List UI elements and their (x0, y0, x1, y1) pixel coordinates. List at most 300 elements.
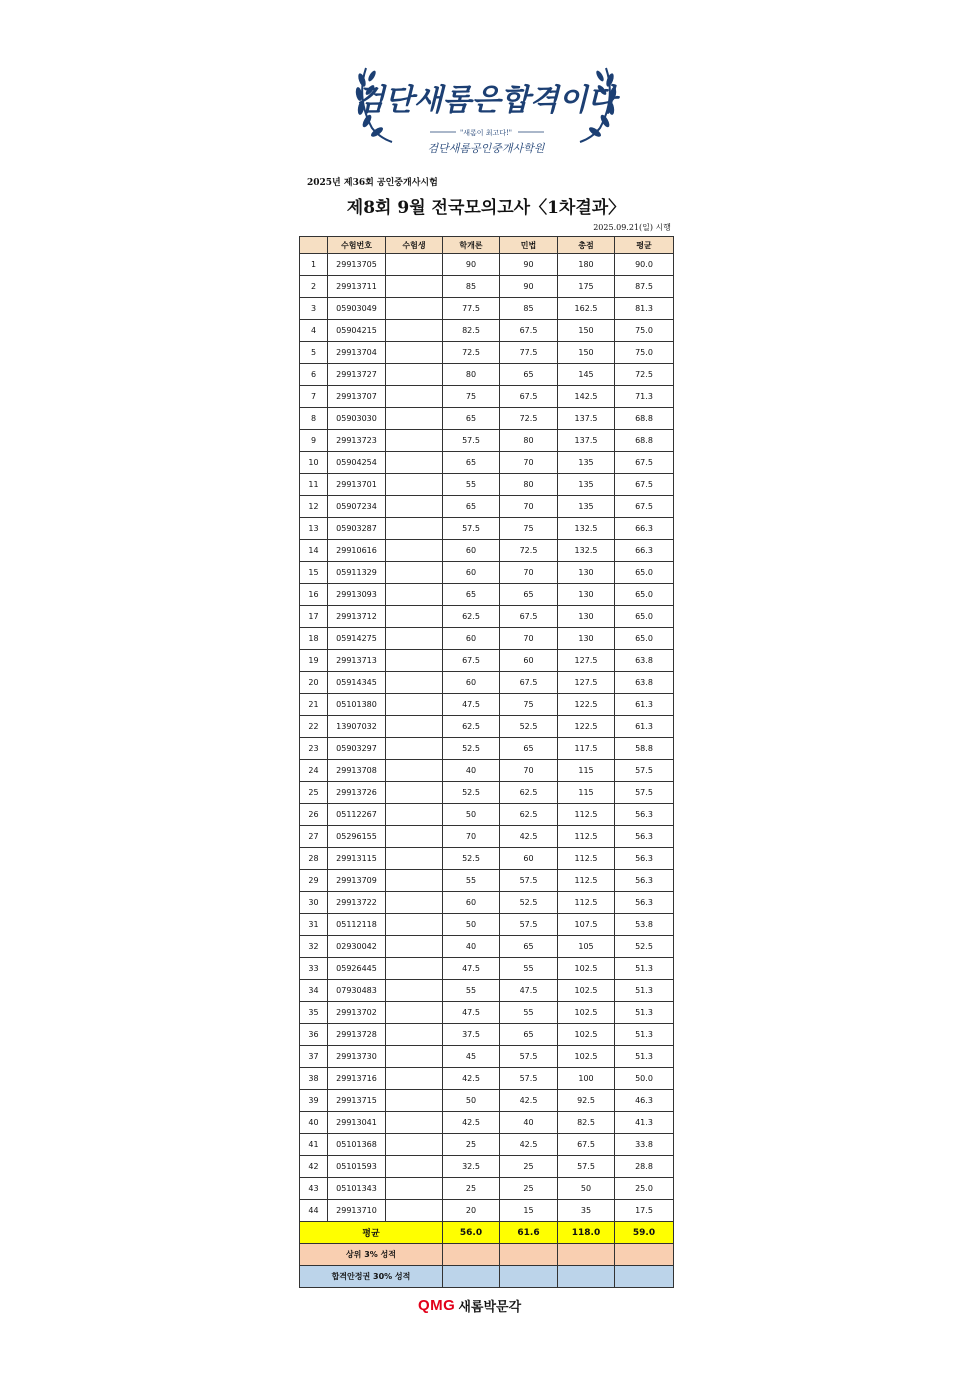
examinee-cell (386, 562, 443, 584)
civil-score-cell: 57.5 (500, 870, 558, 892)
header-civil-law: 민법 (500, 237, 558, 254)
top3-civil (500, 1244, 558, 1266)
total-score-cell: 35 (558, 1200, 615, 1222)
total-score-cell: 102.5 (558, 1024, 615, 1046)
publisher-name: 새롬박문각 (458, 1300, 522, 1315)
civil-score-cell: 72.5 (500, 408, 558, 430)
civil-score-cell: 52.5 (500, 716, 558, 738)
examinee-cell (386, 958, 443, 980)
civil-score-cell: 72.5 (500, 540, 558, 562)
average-score-cell: 63.8 (615, 650, 674, 672)
exam-number-cell: 05101593 (328, 1156, 386, 1178)
total-score-cell: 150 (558, 320, 615, 342)
exam-number-cell: 29913713 (328, 650, 386, 672)
table-row (300, 1024, 674, 1046)
examinee-cell (386, 430, 443, 452)
examinee-cell (386, 584, 443, 606)
exam-number-cell: 05296155 (328, 826, 386, 848)
total-score-cell: 162.5 (558, 298, 615, 320)
civil-score-cell: 67.5 (500, 320, 558, 342)
intro-score-cell: 60 (443, 892, 500, 914)
total-score-cell: 112.5 (558, 848, 615, 870)
table-row (300, 452, 674, 474)
examinee-cell (386, 254, 443, 276)
exam-number-cell: 05904215 (328, 320, 386, 342)
examinee-cell (386, 342, 443, 364)
civil-score-cell: 62.5 (500, 782, 558, 804)
academy-logo (352, 58, 620, 170)
intro-score-cell: 65 (443, 452, 500, 474)
table-row (300, 584, 674, 606)
table-row (300, 1156, 674, 1178)
total-score-cell: 107.5 (558, 914, 615, 936)
table-row (300, 606, 674, 628)
intro-score-cell: 55 (443, 980, 500, 1002)
total-score-cell: 115 (558, 760, 615, 782)
header-average: 평균 (615, 237, 674, 254)
average-score-cell: 72.5 (615, 364, 674, 386)
table-row (300, 364, 674, 386)
total-score-cell: 135 (558, 452, 615, 474)
intro-score-cell: 52.5 (443, 848, 500, 870)
examinee-cell (386, 474, 443, 496)
total-score-cell: 112.5 (558, 804, 615, 826)
civil-score-cell: 42.5 (500, 1090, 558, 1112)
exam-number-cell: 05903287 (328, 518, 386, 540)
rank-cell: 34 (300, 980, 328, 1002)
rank-cell: 40 (300, 1112, 328, 1134)
table-row (300, 298, 674, 320)
intro-score-cell: 50 (443, 804, 500, 826)
table-row (300, 804, 674, 826)
average-score-cell: 65.0 (615, 628, 674, 650)
table-row (300, 650, 674, 672)
logo-signature: 검단새롬공인중개사학원 (427, 142, 545, 155)
average-score-cell: 66.3 (615, 540, 674, 562)
header-total: 총점 (558, 237, 615, 254)
exam-name: 2025년 제36회 공인중개사시험 (307, 178, 438, 188)
total-score-cell: 130 (558, 628, 615, 650)
average-score-cell: 53.8 (615, 914, 674, 936)
examinee-cell (386, 518, 443, 540)
rank-cell: 28 (300, 848, 328, 870)
intro-score-cell: 85 (443, 276, 500, 298)
average-score-cell: 87.5 (615, 276, 674, 298)
exam-number-cell: 29913702 (328, 1002, 386, 1024)
examinee-cell (386, 738, 443, 760)
examinee-cell (386, 980, 443, 1002)
exam-number-cell: 29913701 (328, 474, 386, 496)
average-score-cell: 67.5 (615, 452, 674, 474)
average-intro: 56.0 (443, 1222, 500, 1244)
total-score-cell: 130 (558, 584, 615, 606)
average-score-cell: 67.5 (615, 496, 674, 518)
total-score-cell: 82.5 (558, 1112, 615, 1134)
exam-number-cell: 05903030 (328, 408, 386, 430)
rank-cell: 12 (300, 496, 328, 518)
average-civil: 61.6 (500, 1222, 558, 1244)
examinee-cell (386, 298, 443, 320)
table-row (300, 870, 674, 892)
examinee-cell (386, 606, 443, 628)
header-examinee: 수험생 (386, 237, 443, 254)
rank-cell: 32 (300, 936, 328, 958)
total-score-cell: 142.5 (558, 386, 615, 408)
civil-score-cell: 55 (500, 1002, 558, 1024)
total-score-cell: 127.5 (558, 672, 615, 694)
total-score-cell: 132.5 (558, 540, 615, 562)
rank-cell: 16 (300, 584, 328, 606)
safe30-row (300, 1266, 674, 1288)
civil-score-cell: 80 (500, 474, 558, 496)
table-row (300, 738, 674, 760)
civil-score-cell: 60 (500, 650, 558, 672)
safe30-civil (500, 1266, 558, 1288)
exam-number-cell: 07930483 (328, 980, 386, 1002)
rank-cell: 29 (300, 870, 328, 892)
average-score-cell: 67.5 (615, 474, 674, 496)
examinee-cell (386, 320, 443, 342)
intro-score-cell: 60 (443, 540, 500, 562)
civil-score-cell: 57.5 (500, 1068, 558, 1090)
average-score-cell: 63.8 (615, 672, 674, 694)
civil-score-cell: 57.5 (500, 914, 558, 936)
intro-score-cell: 25 (443, 1178, 500, 1200)
average-score-cell: 56.3 (615, 870, 674, 892)
intro-score-cell: 60 (443, 628, 500, 650)
average-score-cell: 71.3 (615, 386, 674, 408)
civil-score-cell: 25 (500, 1178, 558, 1200)
civil-score-cell: 65 (500, 1024, 558, 1046)
average-score-cell: 51.3 (615, 1046, 674, 1068)
average-score-cell: 52.5 (615, 936, 674, 958)
rank-cell: 14 (300, 540, 328, 562)
exam-number-cell: 05911329 (328, 562, 386, 584)
intro-score-cell: 45 (443, 1046, 500, 1068)
logo-slogan: "새롬이 최고다!" (459, 129, 513, 137)
total-score-cell: 112.5 (558, 892, 615, 914)
average-score-cell: 61.3 (615, 716, 674, 738)
average-score-cell: 25.0 (615, 1178, 674, 1200)
examinee-cell (386, 848, 443, 870)
intro-score-cell: 40 (443, 936, 500, 958)
rank-cell: 17 (300, 606, 328, 628)
exam-number-cell: 29913710 (328, 1200, 386, 1222)
examinee-cell (386, 1024, 443, 1046)
intro-score-cell: 62.5 (443, 716, 500, 738)
rank-cell: 9 (300, 430, 328, 452)
safe30-total (558, 1266, 615, 1288)
rank-cell: 21 (300, 694, 328, 716)
top3-row (300, 1244, 674, 1266)
results-table (299, 236, 674, 1288)
table-row (300, 496, 674, 518)
table-row (300, 276, 674, 298)
civil-score-cell: 90 (500, 276, 558, 298)
rank-cell: 8 (300, 408, 328, 430)
total-score-cell: 137.5 (558, 430, 615, 452)
intro-score-cell: 65 (443, 408, 500, 430)
intro-score-cell: 40 (443, 760, 500, 782)
rank-cell: 2 (300, 276, 328, 298)
total-score-cell: 112.5 (558, 826, 615, 848)
top3-mean (615, 1244, 674, 1266)
safe30-label: 합격안정권 30% 성적 (300, 1266, 443, 1288)
rank-cell: 3 (300, 298, 328, 320)
intro-score-cell: 82.5 (443, 320, 500, 342)
exam-number-cell: 29913722 (328, 892, 386, 914)
civil-score-cell: 52.5 (500, 892, 558, 914)
average-score-cell: 51.3 (615, 958, 674, 980)
average-score-cell: 65.0 (615, 606, 674, 628)
table-row (300, 936, 674, 958)
civil-score-cell: 67.5 (500, 606, 558, 628)
qmg-brand: QMG (418, 1297, 456, 1314)
civil-score-cell: 62.5 (500, 804, 558, 826)
rank-cell: 20 (300, 672, 328, 694)
exam-number-cell: 05112118 (328, 914, 386, 936)
table-row (300, 1178, 674, 1200)
exam-number-cell: 29913728 (328, 1024, 386, 1046)
table-row (300, 518, 674, 540)
intro-score-cell: 75 (443, 386, 500, 408)
exam-number-cell: 05907234 (328, 496, 386, 518)
rank-cell: 37 (300, 1046, 328, 1068)
average-score-cell: 58.8 (615, 738, 674, 760)
average-score-cell: 46.3 (615, 1090, 674, 1112)
exam-number-cell: 29913723 (328, 430, 386, 452)
intro-score-cell: 32.5 (443, 1156, 500, 1178)
examinee-cell (386, 408, 443, 430)
table-row (300, 474, 674, 496)
total-score-cell: 117.5 (558, 738, 615, 760)
table-row (300, 1200, 674, 1222)
total-score-cell: 130 (558, 606, 615, 628)
intro-score-cell: 55 (443, 870, 500, 892)
intro-score-cell: 50 (443, 1090, 500, 1112)
total-score-cell: 132.5 (558, 518, 615, 540)
table-row (300, 782, 674, 804)
total-score-cell: 102.5 (558, 1002, 615, 1024)
average-score-cell: 51.3 (615, 980, 674, 1002)
table-row (300, 914, 674, 936)
total-score-cell: 145 (558, 364, 615, 386)
average-score-cell: 65.0 (615, 584, 674, 606)
intro-score-cell: 42.5 (443, 1068, 500, 1090)
average-score-cell: 57.5 (615, 782, 674, 804)
examinee-cell (386, 628, 443, 650)
exam-number-cell: 29910616 (328, 540, 386, 562)
average-score-cell: 57.5 (615, 760, 674, 782)
intro-score-cell: 60 (443, 672, 500, 694)
table-row (300, 980, 674, 1002)
examinee-cell (386, 782, 443, 804)
average-score-cell: 66.3 (615, 518, 674, 540)
table-row (300, 1112, 674, 1134)
table-row (300, 342, 674, 364)
page-title: 제8회 9월 전국모의고사〈1차결과〉 (346, 198, 626, 218)
table-row (300, 254, 674, 276)
rank-cell: 38 (300, 1068, 328, 1090)
examinee-cell (386, 650, 443, 672)
average-score-cell: 51.3 (615, 1002, 674, 1024)
rank-cell: 24 (300, 760, 328, 782)
intro-score-cell: 62.5 (443, 606, 500, 628)
total-score-cell: 127.5 (558, 650, 615, 672)
total-score-cell: 92.5 (558, 1090, 615, 1112)
average-score-cell: 50.0 (615, 1068, 674, 1090)
average-score-cell: 56.3 (615, 826, 674, 848)
total-score-cell: 112.5 (558, 870, 615, 892)
examinee-cell (386, 540, 443, 562)
table-row (300, 430, 674, 452)
civil-score-cell: 60 (500, 848, 558, 870)
intro-score-cell: 72.5 (443, 342, 500, 364)
average-row (300, 1222, 674, 1244)
intro-score-cell: 47.5 (443, 694, 500, 716)
intro-score-cell: 52.5 (443, 782, 500, 804)
rank-cell: 11 (300, 474, 328, 496)
rank-cell: 4 (300, 320, 328, 342)
total-score-cell: 137.5 (558, 408, 615, 430)
civil-score-cell: 75 (500, 518, 558, 540)
average-score-cell: 68.8 (615, 430, 674, 452)
intro-score-cell: 57.5 (443, 430, 500, 452)
rank-cell: 35 (300, 1002, 328, 1024)
civil-score-cell: 80 (500, 430, 558, 452)
exam-number-cell: 02930042 (328, 936, 386, 958)
exam-number-cell: 29913726 (328, 782, 386, 804)
examinee-cell (386, 386, 443, 408)
table-row (300, 892, 674, 914)
total-score-cell: 67.5 (558, 1134, 615, 1156)
total-score-cell: 102.5 (558, 1046, 615, 1068)
exam-number-cell: 05914345 (328, 672, 386, 694)
rank-cell: 36 (300, 1024, 328, 1046)
exam-number-cell: 05903297 (328, 738, 386, 760)
table-row (300, 386, 674, 408)
exam-date: 2025.09.21(일) 시행 (593, 223, 671, 232)
average-label: 평균 (300, 1222, 443, 1244)
exam-number-cell: 05904254 (328, 452, 386, 474)
rank-cell: 33 (300, 958, 328, 980)
total-score-cell: 100 (558, 1068, 615, 1090)
total-score-cell: 122.5 (558, 694, 615, 716)
exam-number-cell: 29913730 (328, 1046, 386, 1068)
table-row (300, 1134, 674, 1156)
average-score-cell: 56.3 (615, 804, 674, 826)
examinee-cell (386, 1068, 443, 1090)
civil-score-cell: 65 (500, 936, 558, 958)
examinee-cell (386, 892, 443, 914)
table-row (300, 408, 674, 430)
average-score-cell: 65.0 (615, 562, 674, 584)
examinee-cell (386, 914, 443, 936)
average-score-cell: 75.0 (615, 320, 674, 342)
examinee-cell (386, 672, 443, 694)
rank-cell: 22 (300, 716, 328, 738)
publisher-logo (418, 1296, 521, 1315)
examinee-cell (386, 936, 443, 958)
examinee-cell (386, 1156, 443, 1178)
intro-score-cell: 42.5 (443, 1112, 500, 1134)
table-row (300, 826, 674, 848)
average-score-cell: 51.3 (615, 1024, 674, 1046)
rank-cell: 15 (300, 562, 328, 584)
civil-score-cell: 90 (500, 254, 558, 276)
average-mean: 59.0 (615, 1222, 674, 1244)
exam-number-cell: 05101380 (328, 694, 386, 716)
rank-cell: 41 (300, 1134, 328, 1156)
civil-score-cell: 65 (500, 584, 558, 606)
safe30-mean (615, 1266, 674, 1288)
table-row (300, 1090, 674, 1112)
exam-number-cell: 29913716 (328, 1068, 386, 1090)
civil-score-cell: 65 (500, 364, 558, 386)
exam-number-cell: 29913708 (328, 760, 386, 782)
examinee-cell (386, 452, 443, 474)
civil-score-cell: 65 (500, 738, 558, 760)
rank-cell: 1 (300, 254, 328, 276)
intro-score-cell: 70 (443, 826, 500, 848)
intro-score-cell: 52.5 (443, 738, 500, 760)
intro-score-cell: 57.5 (443, 518, 500, 540)
total-score-cell: 122.5 (558, 716, 615, 738)
civil-score-cell: 42.5 (500, 1134, 558, 1156)
intro-score-cell: 20 (443, 1200, 500, 1222)
exam-number-cell: 29913707 (328, 386, 386, 408)
rank-cell: 18 (300, 628, 328, 650)
table-row (300, 562, 674, 584)
exam-number-cell: 05926445 (328, 958, 386, 980)
civil-score-cell: 70 (500, 760, 558, 782)
examinee-cell (386, 804, 443, 826)
examinee-cell (386, 496, 443, 518)
table-row (300, 694, 674, 716)
intro-score-cell: 65 (443, 584, 500, 606)
safe30-intro (443, 1266, 500, 1288)
civil-score-cell: 15 (500, 1200, 558, 1222)
exam-number-cell: 29913709 (328, 870, 386, 892)
table-row (300, 1002, 674, 1024)
exam-number-cell: 05101343 (328, 1178, 386, 1200)
exam-number-cell: 05914275 (328, 628, 386, 650)
exam-number-cell: 29913727 (328, 364, 386, 386)
intro-score-cell: 67.5 (443, 650, 500, 672)
average-score-cell: 90.0 (615, 254, 674, 276)
exam-number-cell: 29913115 (328, 848, 386, 870)
total-score-cell: 150 (558, 342, 615, 364)
exam-number-cell: 29913712 (328, 606, 386, 628)
rank-cell: 26 (300, 804, 328, 826)
exam-number-cell: 29913705 (328, 254, 386, 276)
civil-score-cell: 70 (500, 628, 558, 650)
exam-number-cell: 29913715 (328, 1090, 386, 1112)
table-row (300, 320, 674, 342)
intro-score-cell: 55 (443, 474, 500, 496)
exam-number-cell: 29913704 (328, 342, 386, 364)
exam-number-cell: 29913711 (328, 276, 386, 298)
table-header-row (300, 237, 674, 254)
total-score-cell: 175 (558, 276, 615, 298)
civil-score-cell: 40 (500, 1112, 558, 1134)
exam-number-cell: 05903049 (328, 298, 386, 320)
intro-score-cell: 77.5 (443, 298, 500, 320)
table-row (300, 628, 674, 650)
average-score-cell: 28.8 (615, 1156, 674, 1178)
civil-score-cell: 67.5 (500, 386, 558, 408)
header-exam-number: 수험번호 (328, 237, 386, 254)
